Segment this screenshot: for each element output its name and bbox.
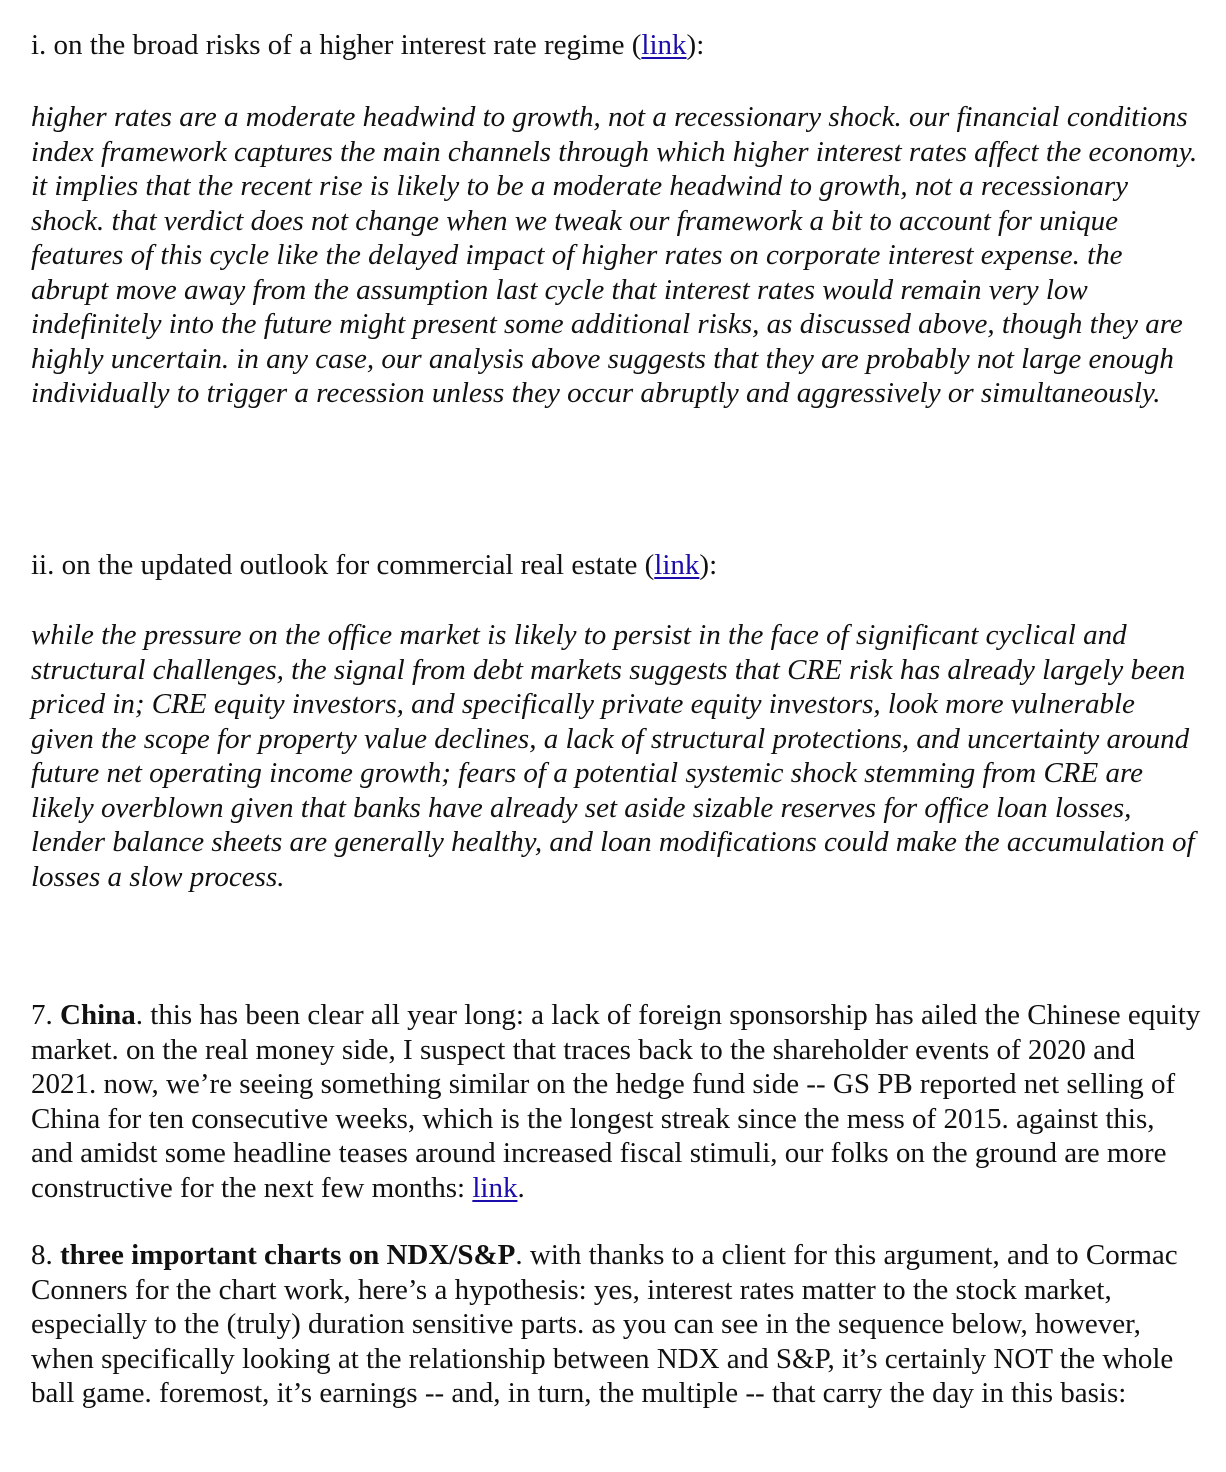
section-8-number: 8. (31, 1239, 60, 1271)
section-7-suffix: . (517, 1171, 525, 1204)
section-ii-prefix: ii. on the updated outlook for commercial real estate ( (31, 549, 655, 581)
section-ii-suffix: ): (699, 549, 718, 581)
section-8-body: . with thanks to a client for this argument, and to Cormac Conners for the chart work, here’s a hypothesis: yes, interest rates matter to the stock market, especially to the (truly) duration sensitive parts. as you can see in the sequence below, however, when specifically looking at the relationship between NDX and S&P, it’s certainly NOT the whole ball game. foremost, it’s earnings -- and, in turn, the multiple -- that carry the day in this basis: (31, 1239, 1178, 1409)
section-8-title: three important charts on NDX/S&P (60, 1239, 516, 1271)
section-i-quote: higher rates are a moderate headwind to growth, not a recessionary shock. our financial conditions index framework captures the main channels through which higher interest rates affect the economy. it implies that the recent rise is likely to be a moderate headwind to growth, not a recessionary shock. that verdict does not change when we tweak our framework a bit to account for unique features of this cycle like the delayed impact of higher rates on corporate interest expense. the abrupt move away from the assumption last cycle that interest rates would remain very low indefinitely into the future might present some additional risks, as discussed above, though they are highly uncertain. in any case, our analysis above suggests that they are probably not large enough individually to trigger a recession unless they occur abruptly and aggressively or simultaneously. (31, 101, 1198, 409)
section-i-prefix: i. on the broad risks of a higher interest rate regime ( (31, 29, 642, 61)
section-7-paragraph (31, 998, 1201, 1205)
section-ii-link[interactable]: link (654, 549, 700, 581)
section-ii-heading (31, 548, 717, 583)
section-ii-quote: while the pressure on the office market is likely to persist in the face of significant cyclical and structural challenges, the signal from debt markets suggests that CRE risk has already largely been priced in; CRE equity investors, and specifically private equity investors, look more vulnerable given the scope for property value declines, a lack of structural protections, and uncertainty around future net operating income growth; fears of a potential systemic shock stemming from CRE are likely overblown given that banks have already set aside sizable reserves for office loan losses, lender balance sheets are generally healthy, and loan modifications could make the accumulation of losses a slow process. (31, 619, 1195, 893)
section-7-title: China (60, 999, 136, 1031)
section-7-number: 7. (31, 999, 60, 1031)
section-8-paragraph (31, 1238, 1201, 1411)
section-i-heading (31, 28, 704, 63)
section-7-body: . this has been clear all year long: a lack of foreign sponsorship has ailed the Chinese equity market. on the real money side, I suspect that traces back to the shareholder events of 2020 and 2021. now, we’re seeing something similar on the hedge fund side -- GS PB reported net selling of China for ten consecutive weeks, which is the longest streak since the mess of 2015. against this, and amidst some headline teases around increased fiscal stimuli, our folks on the ground are more constructive for the next few months: (31, 999, 1201, 1204)
section-7-link[interactable]: link (472, 1171, 518, 1204)
section-i-suffix: ): (686, 29, 705, 61)
section-i-link[interactable]: link (641, 29, 687, 61)
